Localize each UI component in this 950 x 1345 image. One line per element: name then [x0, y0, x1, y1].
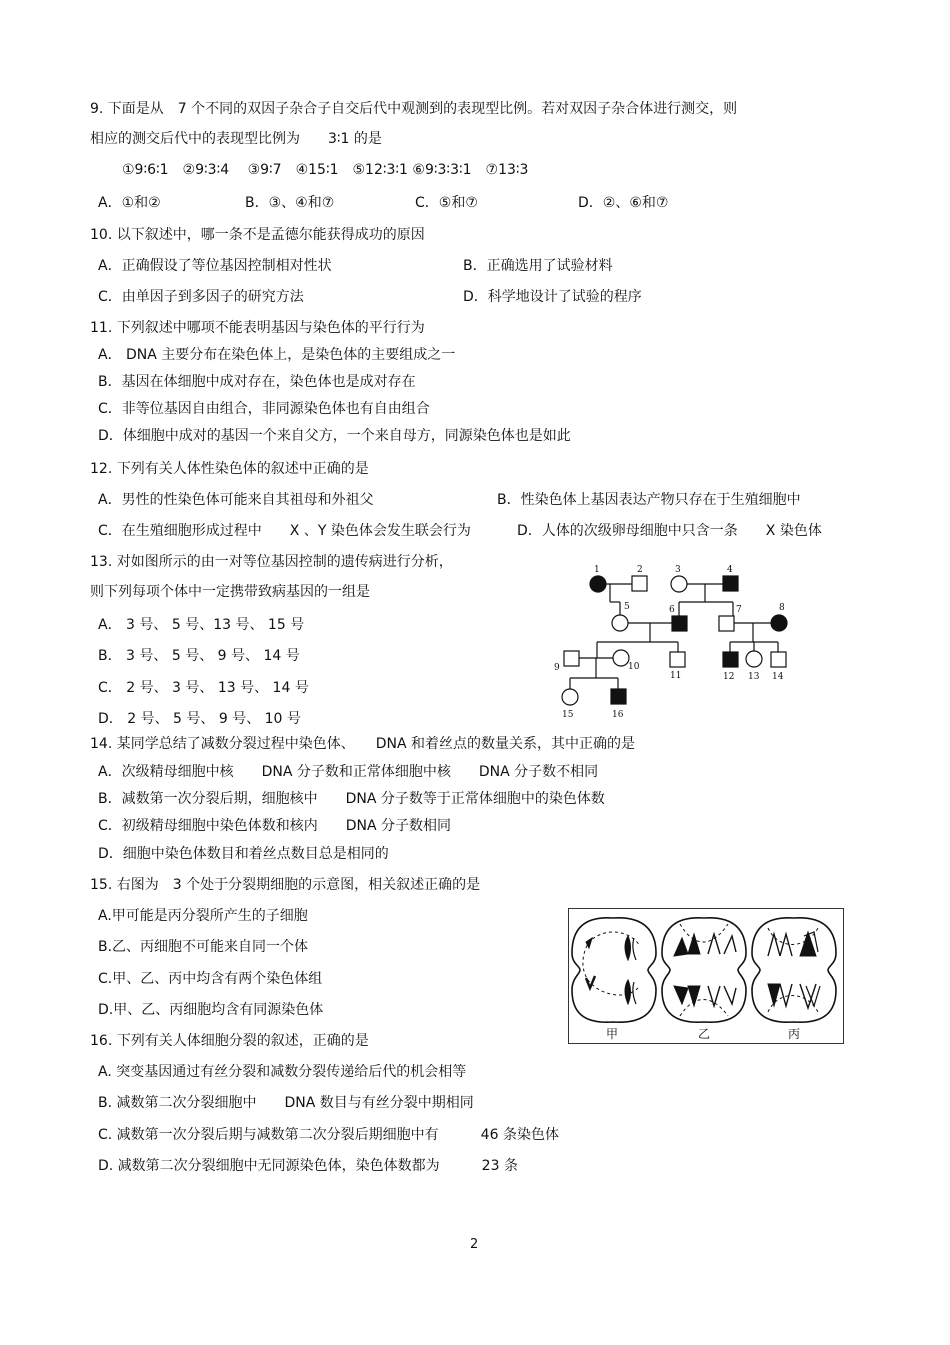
q15-option-d: D.甲、乙、丙细胞均含有同源染色体	[98, 1002, 324, 1018]
q12-option-c: C．在生殖细胞形成过程中 X 、Y 染色体会发生联会行为	[98, 523, 471, 539]
cell-division-diagram	[568, 908, 844, 1044]
pedigree-label: 6	[669, 605, 675, 615]
q15-option-c: C.甲、乙、丙中均含有两个染色体组	[98, 971, 323, 987]
pedigree-label: 9	[554, 663, 560, 673]
q10-option-c: C．由单因子到多因子的研究方法	[98, 289, 304, 305]
pedigree-individual-15	[562, 689, 578, 705]
pedigree-individual-16	[611, 689, 626, 704]
q15-stem: 15. 右图为 3 个处于分裂期细胞的示意图，相关叙述正确的是	[90, 877, 481, 893]
q14-option-c: C．初级精母细胞中染色体数和核内 DNA 分子数相同	[98, 818, 452, 834]
q9-option-d: D．②、⑥和⑦	[578, 195, 669, 211]
q13-option-c: C． 2 号、 3 号、 13 号、 14 号	[98, 680, 309, 696]
q13-option-b: B． 3 号、 5 号、 9 号、 14 号	[98, 648, 300, 664]
pedigree-individual-8	[771, 615, 787, 631]
q11-option-b: B．基因在体细胞中成对存在，染色体也是成对存在	[98, 374, 416, 390]
pedigree-label: 5	[624, 602, 630, 612]
cell-label-jia: 甲	[606, 1027, 619, 1041]
q14-stem: 14. 某同学总结了减数分裂过程中染色体、 DNA 和着丝点的数量关系，其中正确的是	[90, 736, 635, 752]
pedigree-label: 13	[748, 672, 760, 682]
pedigree-individual-3	[671, 576, 687, 592]
q16-option-c: C. 减数第一次分裂后期与减数第二次分裂后期细胞中有 46 条染色体	[98, 1127, 559, 1143]
pedigree-label: 11	[670, 671, 682, 681]
q12-option-b: B．性染色体上基因表达产物只存在于生殖细胞中	[497, 492, 801, 508]
pedigree-label: 14	[772, 672, 784, 682]
q9-option-a: A．①和②	[98, 195, 161, 211]
pedigree-label: 7	[736, 605, 742, 615]
pedigree-label: 12	[723, 672, 735, 682]
pedigree-label: 8	[779, 603, 785, 613]
q11-option-d: D．体细胞中成对的基因一个来自父方，一个来自母方，同源染色体也是如此	[98, 428, 571, 444]
q10-option-d: D．科学地设计了试验的程序	[463, 289, 642, 305]
pedigree-label: 2	[637, 565, 643, 575]
q16-option-d: D. 减数第二次分裂细胞中无同源染色体，染色体数都为 23 条	[98, 1158, 518, 1174]
q10-option-a: A．正确假设了等位基因控制相对性状	[98, 258, 332, 274]
pedigree-figure	[550, 562, 794, 722]
pedigree-label: 3	[675, 565, 681, 575]
pedigree-label: 10	[628, 662, 640, 672]
pedigree-individual-1	[590, 576, 606, 592]
q14-option-b: B．减数第一次分裂后期，细胞核中 DNA 分子数等于正常体细胞中的染色体数	[98, 791, 605, 807]
pedigree-individual-5	[612, 615, 628, 631]
q12-stem: 12. 下列有关人体性染色体的叙述中正确的是	[90, 461, 369, 477]
cell-label-bing: 丙	[788, 1027, 801, 1041]
q9-option-c: C．⑤和⑦	[415, 195, 478, 211]
pedigree-individual-4	[723, 576, 738, 591]
q9-ratios: ①9∶6∶1 ②9∶3∶4 ③9∶7 ④15∶1 ⑤12∶3∶1 ⑥9∶3∶3∶1 ⑦13∶3	[122, 162, 529, 178]
pedigree-individual-11	[670, 652, 685, 667]
q12-option-a: A．男性的性染色体可能来自其祖母和外祖父	[98, 492, 374, 508]
pedigree-individual-14	[771, 652, 786, 667]
pedigree-label: 4	[727, 565, 733, 575]
pedigree-individual-9	[564, 651, 579, 666]
pedigree-individual-12	[723, 652, 738, 667]
q11-stem: 11. 下列叙述中哪项不能表明基因与染色体的平行行为	[90, 320, 425, 336]
pedigree-chart	[550, 562, 794, 722]
cell-division-figure	[568, 908, 844, 1044]
q11-option-c: C．非等位基因自由组合，非同源染色体也有自由组合	[98, 401, 430, 417]
q9-option-b: B．③、④和⑦	[245, 195, 335, 211]
pedigree-individual-10	[613, 650, 629, 666]
pedigree-individual-13	[746, 651, 762, 667]
q13-option-a: A． 3 号、 5 号、13 号、 15 号	[98, 617, 305, 633]
pedigree-label: 15	[562, 710, 574, 720]
pedigree-individual-6	[672, 616, 687, 631]
q15-option-a: A.甲可能是丙分裂所产生的子细胞	[98, 908, 308, 924]
cell-label-yi: 乙	[698, 1027, 711, 1041]
q10-option-b: B．正确选用了试验材料	[463, 258, 613, 274]
q9-stem-line2: 相应的测交后代中的表现型比例为 3∶1 的是	[90, 131, 382, 147]
q13-option-d: D． 2 号、 5 号、 9 号、 10 号	[98, 711, 301, 727]
pedigree-individual-2	[632, 576, 647, 591]
q13-stem-line2: 则下列每项个体中一定携带致病基因的一组是	[90, 584, 370, 600]
q11-option-a: A． DNA 主要分布在染色体上，是染色体的主要组成之一	[98, 347, 456, 363]
q13-stem-line1: 13. 对如图所示的由一对等位基因控制的遗传病进行分析，	[90, 554, 453, 570]
q16-option-a: A. 突变基因通过有丝分裂和减数分裂传递给后代的机会相等	[98, 1064, 467, 1080]
q12-option-d: D．人体的次级卵母细胞中只含一条 X 染色体	[517, 523, 822, 539]
pedigree-label: 16	[612, 710, 624, 720]
page-number: 2	[470, 1237, 479, 1252]
q16-option-b: B. 减数第二次分裂细胞中 DNA 数目与有丝分裂中期相同	[98, 1095, 474, 1111]
q15-option-b: B.乙、丙细胞不可能来自同一个体	[98, 939, 309, 955]
q16-stem: 16. 下列有关人体细胞分裂的叙述，正确的是	[90, 1033, 369, 1049]
q10-stem: 10. 以下叙述中，哪一条不是孟德尔能获得成功的原因	[90, 227, 425, 243]
q9-stem-line1: 9. 下面是从 7 个不同的双因子杂合子自交后代中观测到的表现型比例。若对双因子杂合体进行测交，则	[90, 101, 738, 117]
q14-option-d: D．细胞中染色体数目和着丝点数目总是相同的	[98, 846, 389, 862]
pedigree-individual-7	[719, 616, 734, 631]
pedigree-label: 1	[594, 565, 600, 575]
q14-option-a: A．次级精母细胞中核 DNA 分子数和正常体细胞中核 DNA 分子数不相同	[98, 764, 599, 780]
